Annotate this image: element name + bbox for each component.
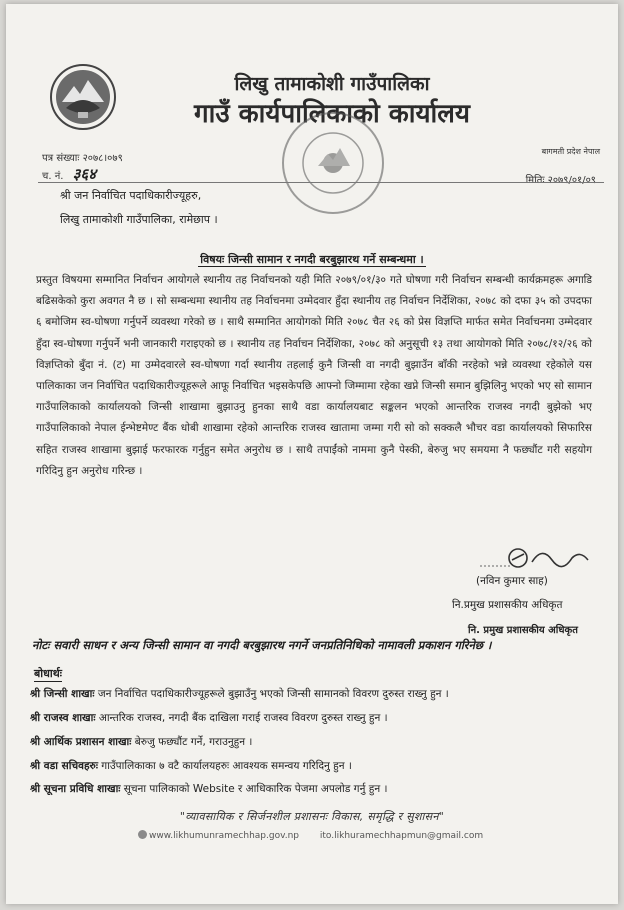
header-divider	[38, 182, 604, 183]
signatory-title: नि.प्रमुख प्रशासकीय अधिकृत	[452, 599, 563, 611]
signature-mark	[476, 540, 596, 574]
slogan: "व्यावसायिक र सिर्जनशील प्रशासनः विकास, समृद्धि र सुशासन"	[179, 810, 445, 823]
globe-icon	[138, 830, 147, 839]
office-name: गाउँ कार्यपालिकाको कार्यालय	[194, 99, 470, 129]
dispatch-number-row	[42, 164, 96, 184]
municipality-name: लिखु तामाकोशी गाउँपालिका	[234, 73, 430, 95]
cc-text: गाउँपालिकाका ७ वटै कार्यालयहरुः आवश्यक समन्वय गरिदिनु हुन ।	[101, 760, 352, 772]
reference-number: पत्र संख्याः २०७८।०७९	[42, 153, 123, 164]
signatory-stamp-title: नि. प्रमुख प्रशासकीय अधिकृत	[468, 625, 578, 636]
cc-text: बेरुजु फछ्यौंट गर्ने, गराउनुहुन ।	[134, 736, 253, 748]
website-link[interactable]: www.likhumunramechhap.gov.np	[149, 831, 300, 841]
letter-page	[6, 4, 618, 904]
cc-text: सूचना पालिकाको Website र आधिकारिक पेजमा अपलोड गर्नु हुन ।	[123, 783, 388, 795]
cc-item	[30, 759, 352, 773]
signatory-name: (नविन कुमार साह)	[476, 575, 548, 587]
footer-contact	[138, 830, 483, 841]
cc-item	[30, 735, 252, 749]
cc-recipient: श्री आर्थिक प्रशासन शाखाः	[30, 736, 132, 748]
office-seal-stamp	[278, 108, 388, 218]
cc-text: आन्तरिक राजस्व, नगदी बैंक दाखिला गराई राजस्व विवरण दुरुस्त राख्नु हुन ।	[98, 712, 388, 724]
recipient-line-1: श्री जन निर्वाचित पदाधिकारीज्यूहरु,	[60, 189, 202, 202]
recipient-line-2: लिखु तामाकोशी गाउँपालिका, रामेछाप ।	[60, 213, 218, 226]
note-text: नोटः सवारी साधन र अन्य जिन्सी सामान वा नगदी बरबुझारथ नगर्ने जनप्रतिनिधिको नामावली प्रकाशन गरिनेछ ।	[32, 638, 492, 652]
cc-heading: बोधार्थः	[34, 667, 62, 680]
cc-recipient: श्री वडा सचिवहरुः	[30, 760, 98, 772]
letter-body: प्रस्तुत विषयमा सम्मानित निर्वाचन आयोगले स्थानीय तह निर्वाचनको यही मिति २०७९/०१/३० गते घोषणा गरी निर्वाचन सम्बन्धी कार्यक्रमहरू अगाडि बढिसकेको कुरा अवगत नै छ । सो सम्बन्धमा स्थानीय तह निर्वाचनमा उम्मेदवार हुँदा स्थानीय तह निर्वाचन निर्देशिका, २०७८ को दफा ३५ को उपदफा ६ बमोजिम स्व-घोषणा गर्नुपर्ने व्यवस्था गरेको छ । साथै सम्मानित आयोगको मिति २०७८ चैत २६ को प्रेस विज्ञप्ति मार्फत समेत निर्वाचनमा उम्मेदवार हुँदा स्व-घोषणा गर्नुपर्ने भनी जानकारी गराइएको छ । स्थानीय तह निर्वाचन निर्देशिका, २०७८ को अनुसूची १३ तथा आयोगको मिति २०७८/१२/२६ को विज्ञप्तिको बुँदा नं. (ट) मा उम्मेदवारले स्व-घोषणा गर्दा स्थानीय तहलाई कुनै जिन्सी वा नगदी बुझाउँन बाँकी नरहेको भन्ने व्यवस्था रहेकोले यस पालिकाका जन निर्वाचित पदाधिकारीज्यूहरूले आफू निर्वाचित भइसकेपछि आफ्नो जिम्मामा रहेका खप्ने जिन्सी समान बुझिलिनु भएको भए सो सामान गाउँपालिकाको कार्यालयको जिन्सी शाखामा बुझाउनु हुनका साथै वडा कार्यालयबाट सङ्कलन भएको आन्तरिक राजस्व नगदी बुझेको भए गाउँपालिकाको नेपाल ईन्भेष्टमेण्ट बैंक धोबी शाखामा रहेको आन्तरिक राजस्व खातामा जम्मा गरी सो को सक्कलै भौचर वडा कार्यालयको सिफारिस सहित राजस्व शाखामा बुझाई फरफारक गर्नुहुन समेत अनुरोध छ । साथै तपाईंको नाममा कुनै पेस्की, बेरुजु भए समयमा नै फछ्यौंट गरी सहयोग गरिदिनु हुन अनुरोध गरिन्छ ।	[36, 274, 592, 477]
cc-recipient: श्री जिन्सी शाखाः	[30, 688, 95, 700]
cc-text: जन निर्वाचित पदाधिकारीज्यूहरूले बुझाउँनु भएको जिन्सी सामानको विवरण दुरुस्त राख्नु हुन ।	[97, 688, 449, 700]
dispatch-number: ३६४	[72, 165, 97, 183]
cc-item	[30, 782, 387, 796]
letter-date: मितिः २०७९/०१/०९	[525, 175, 596, 186]
subject-line	[6, 252, 618, 267]
dispatch-label: च. नं.	[42, 171, 64, 182]
cc-recipient: श्री राजस्व शाखाः	[30, 712, 96, 724]
province-label: बागमती प्रदेश नेपाल	[541, 147, 600, 156]
cc-item	[30, 711, 388, 725]
subject-text: विषयः जिन्सी सामान र नगदी बरबुझारथ गर्ने सम्बन्धमा ।	[200, 253, 424, 266]
cc-recipient: श्री सूचना प्रविधि शाखाः	[30, 783, 121, 795]
cc-item	[30, 687, 449, 701]
email-link[interactable]: ito.likhuramechhapmun@gmail.com	[319, 831, 484, 841]
